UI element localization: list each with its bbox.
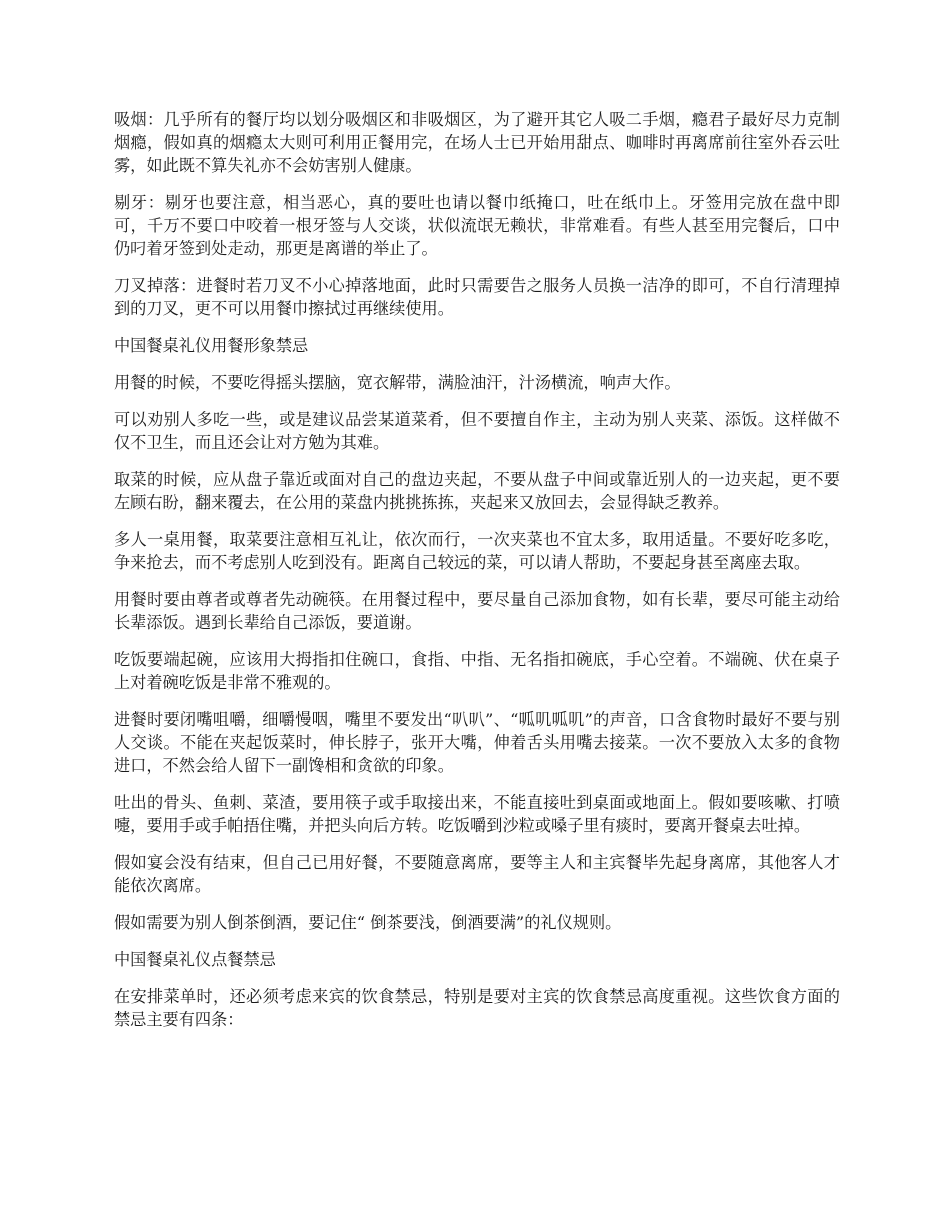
- paragraph: 用餐时要由尊者或尊者先动碗筷。在用餐过程中，要尽量自己添加食物，如有长辈，要尽可能主动给长辈添饭。遇到长辈给自己添饭，要道谢。: [114, 590, 840, 632]
- paragraph: 吐出的骨头、鱼刺、菜渣，要用筷子或手取接出来，不能直接吐到桌面或地面上。假如要咳嗽、打喷嚏，要用手或手帕捂住嘴，并把头向后方转。吃饭嚼到沙粒或嗓子里有痰时，要离开餐桌去吐掉。: [114, 793, 840, 835]
- paragraph: 假如宴会没有结束，但自己已用好餐，不要随意离席，要等主人和主宾餐毕先起身离席，其他客人才能依次离席。: [114, 853, 840, 895]
- paragraph: 假如需要为别人倒茶倒酒，要记住“ 倒茶要浅，倒酒要满”的礼仪规则。: [114, 913, 622, 932]
- section-heading-dining-image: 中国餐桌礼仪用餐形象禁忌: [114, 336, 309, 355]
- paragraph: 吃饭要端起碗，应该用大拇指扣住碗口，食指、中指、无名指扣碗底，手心空着。不端碗、伏在桌子上对着碗吃饭是非常不雅观的。: [114, 650, 840, 692]
- paragraph: 进餐时要闭嘴咀嚼，细嚼慢咽，嘴里不要发出“叭叭”、“呱叽呱叽”的声音，口含食物时最好不要与别人交谈。不能在夹起饭菜时，伸长脖子，张开大嘴，伸着舌头用嘴去接菜。一次不要放入太多的食物进口，不然会给人留下一副馋相和贪欲的印象。: [114, 710, 840, 775]
- section-heading-ordering: 中国餐桌礼仪点餐禁忌: [114, 950, 276, 969]
- paragraph-smoking: 吸烟：几乎所有的餐厅均以划分吸烟区和非吸烟区，为了避开其它人吸二手烟，瘾君子最好尽力克制烟瘾，假如真的烟瘾太大则可利用正餐用完，在场人士已开始用甜点、咖啡时再离席前往室外吞云吐雾，如此既不算失礼亦不会妨害别人健康。: [114, 110, 840, 175]
- paragraph: 取菜的时候，应从盘子靠近或面对自己的盘边夹起，不要从盘子中间或靠近别人的一边夹起，更不要左顾右盼，翻来覆去，在公用的菜盘内挑挑拣拣，夹起来又放回去，会显得缺乏教养。: [114, 470, 840, 512]
- paragraph: 可以劝别人多吃一些，或是建议品尝某道菜肴，但不要擅自作主，主动为别人夹菜、添饭。这样做不仅不卫生，而且还会让对方勉为其难。: [114, 410, 840, 452]
- document-page: [114, 108, 840, 1045]
- paragraph: 用餐的时候，不要吃得摇头摆脑，宽衣解带，满脸油汗，汁汤横流，响声大作。: [114, 373, 681, 392]
- paragraph-dropped-cutlery: 刀叉掉落：进餐时若刀叉不小心掉落地面，此时只需要告之服务人员换一洁净的即可，不自行清理掉到的刀叉，更不可以用餐巾擦拭过再继续使用。: [114, 276, 840, 318]
- paragraph: 多人一桌用餐，取菜要注意相互礼让，依次而行，一次夹菜也不宜太多，取用适量。不要好吃多吃，争来抢去，而不考虑别人吃到没有。距离自己较远的菜，可以请人帮助，不要起身甚至离座去取。: [114, 530, 840, 572]
- paragraph: 在安排菜单时，还必须考虑来宾的饮食禁忌，特别是要对主宾的饮食禁忌高度重视。这些饮食方面的禁忌主要有四条：: [114, 987, 840, 1029]
- paragraph-toothpick: 剔牙：剔牙也要注意，相当恶心，真的要吐也请以餐巾纸掩口，吐在纸巾上。牙签用完放在盘中即可，千万不要口中咬着一根牙签与人交谈，状似流氓无赖状，非常难看。有些人甚至用完餐后，口中仍叼着牙签到处走动，那更是离谱的举止了。: [114, 193, 840, 258]
